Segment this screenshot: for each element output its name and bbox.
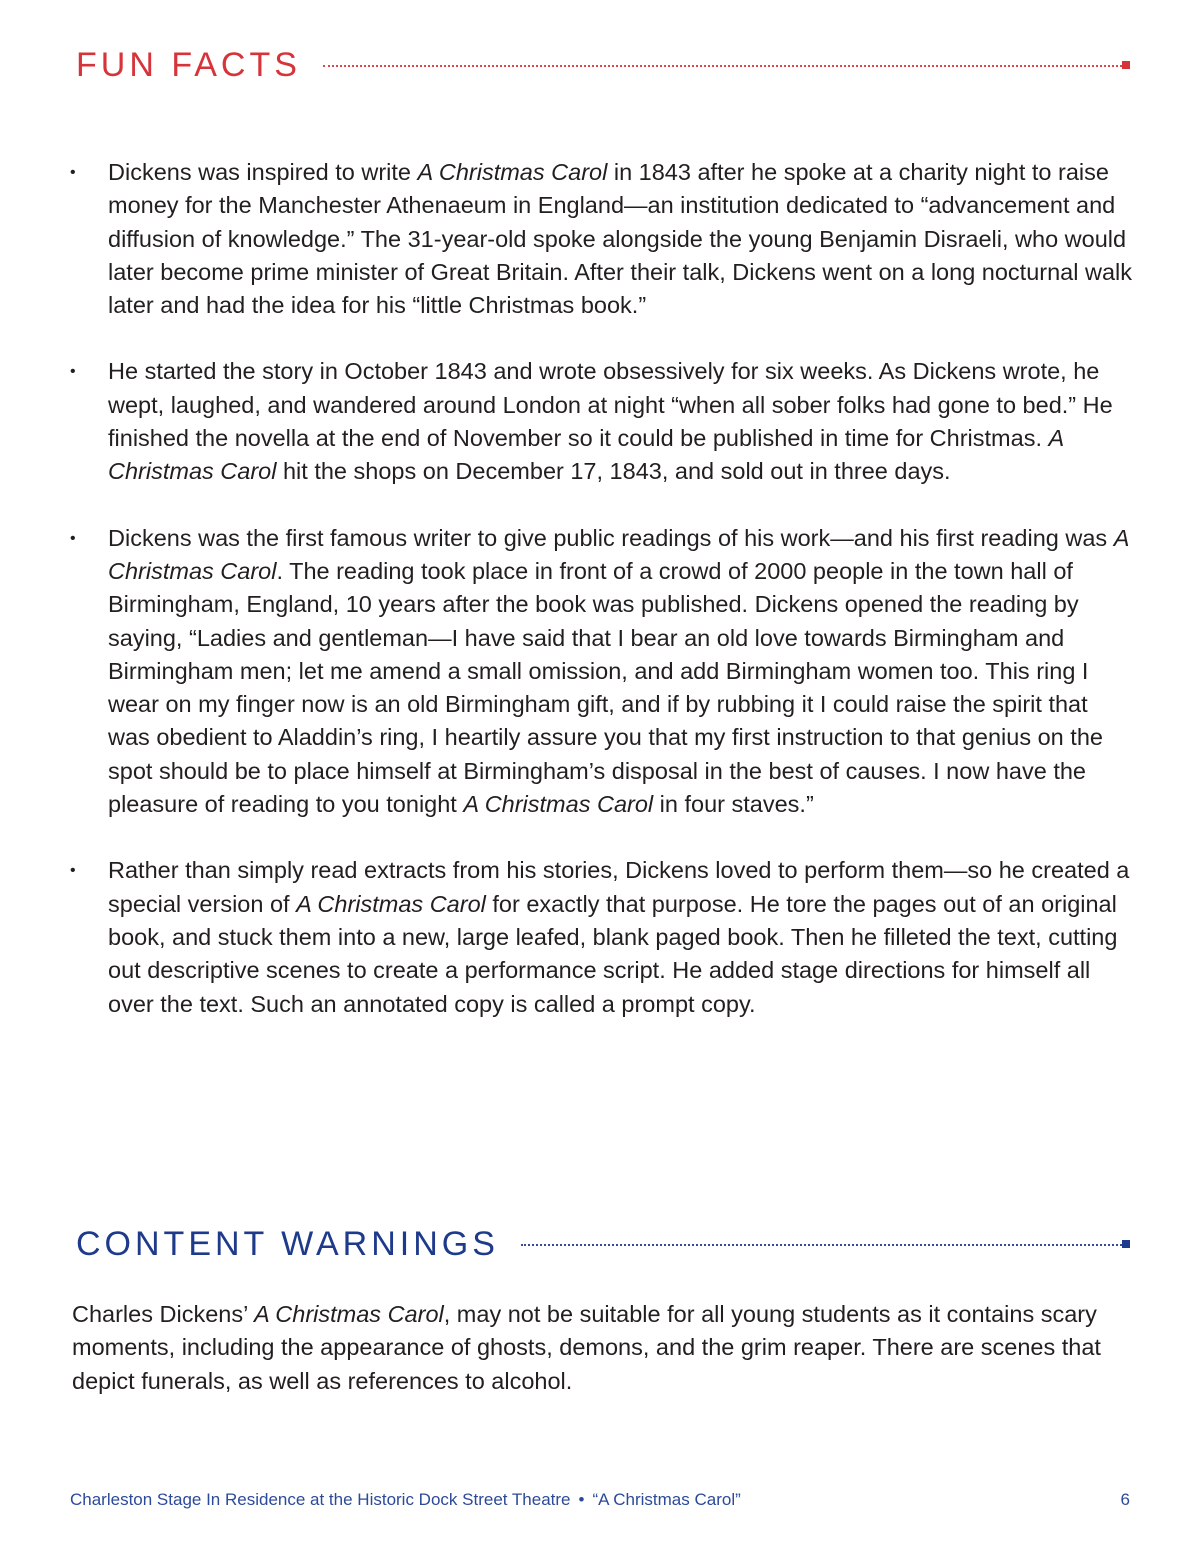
bullet: • bbox=[70, 363, 76, 381]
book-title: A Christmas Carol bbox=[463, 791, 654, 818]
bullet: • bbox=[70, 529, 76, 547]
fun-fact-item bbox=[70, 854, 1132, 1020]
book-title: A Christmas Carol bbox=[296, 890, 486, 917]
fun-facts-header bbox=[76, 48, 1130, 82]
warning-text: , may not be suitable for all young students as it contains scary moments, including the appearance of ghosts, demons, and the grim reaper. There are scenes that depict funerals, as well as references to alcohol. bbox=[72, 1301, 1101, 1394]
warning-text: Charles Dickens’ bbox=[72, 1301, 254, 1327]
footer-org: Charleston Stage In Residence at the Historic Dock Street Theatre bbox=[70, 1490, 571, 1509]
fact-text: in 1843 after he spoke at a charity night to raise money for the Manchester Athenaeum in England—an institution dedicated to “advancement and diffusion of knowledge.” The 31-year-old spoke alongside the young Benjamin Disraeli, who would later become prime minister of Great Britain. After their talk, Dickens went on a long nocturnal walk later and had the idea for his “little Christmas book.” bbox=[108, 159, 1133, 319]
footer-credit bbox=[70, 1490, 741, 1510]
fun-facts-list bbox=[70, 156, 1132, 1054]
content-warnings-header bbox=[76, 1227, 1130, 1261]
fun-facts-heading: FUN FACTS bbox=[76, 46, 301, 84]
book-title: A Christmas Carol bbox=[253, 1301, 444, 1327]
fact-text: hit the shops on December 17, 1843, and sold out in three days. bbox=[276, 458, 951, 485]
content-warnings-heading: CONTENT WARNINGS bbox=[76, 1225, 499, 1263]
content-warnings-text bbox=[72, 1298, 1132, 1398]
fun-fact-item bbox=[70, 355, 1132, 488]
footer-separator: • bbox=[578, 1490, 585, 1509]
bullet: • bbox=[70, 862, 76, 880]
page-footer bbox=[70, 1490, 1130, 1510]
fact-text: for exactly that purpose. He tore the pages out of an original book, and stuck them into a new, large leafed, blank paged book. Then he filleted the text, cutting out descriptive scenes to create a performance script. He added stage directions for himself all over the text. Such an annotated copy is called a prompt copy. bbox=[108, 890, 1118, 1017]
page-number: 6 bbox=[1120, 1490, 1130, 1509]
book-title: A Christmas Carol bbox=[108, 524, 1129, 584]
book-title: A Christmas Carol bbox=[108, 425, 1064, 485]
fact-text: Dickens was inspired to write bbox=[108, 159, 418, 185]
fact-text: Dickens was the first famous writer to give public readings of his work—and his first reading was bbox=[108, 524, 1114, 551]
bullet: • bbox=[70, 164, 76, 181]
fun-fact-item bbox=[70, 156, 1132, 322]
fact-text: . The reading took place in front of a crowd of 2000 people in the town hall of Birmingham, England, 10 years after the book was published. Dickens opened the reading by saying, “Ladies and gentleman—I have said that I bear an old love towards Birmingham and Birmingham men; let me amend a small omission, and add Birmingham women too. This ring I wear on my finger now is an old Birmingham gift, and if by rubbing it I could raise the spirit that was obedient to Aladdin’s ring, I heartily assure you that my first instruction to that genius on the spot should be to place himself at Birmingham’s disposal in the best of causes. I now have the pleasure of reading to you tonight bbox=[108, 557, 1103, 818]
book-title: A Christmas Carol bbox=[417, 159, 608, 185]
fact-text: He started the story in October 1843 and wrote obsessively for six weeks. As Dickens wrote, he wept, laughed, and wandered around London at night “when all sober folks had gone to bed.” He finished the novella at the end of November so it could be published in time for Christmas. bbox=[108, 358, 1113, 452]
fact-text: in four staves.” bbox=[653, 791, 814, 818]
footer-title: “A Christmas Carol” bbox=[592, 1490, 741, 1509]
fun-fact-item bbox=[70, 522, 1132, 822]
fact-text: Rather than simply read extracts from his stories, Dickens loved to perform them—so he created a special version of bbox=[108, 857, 1130, 917]
